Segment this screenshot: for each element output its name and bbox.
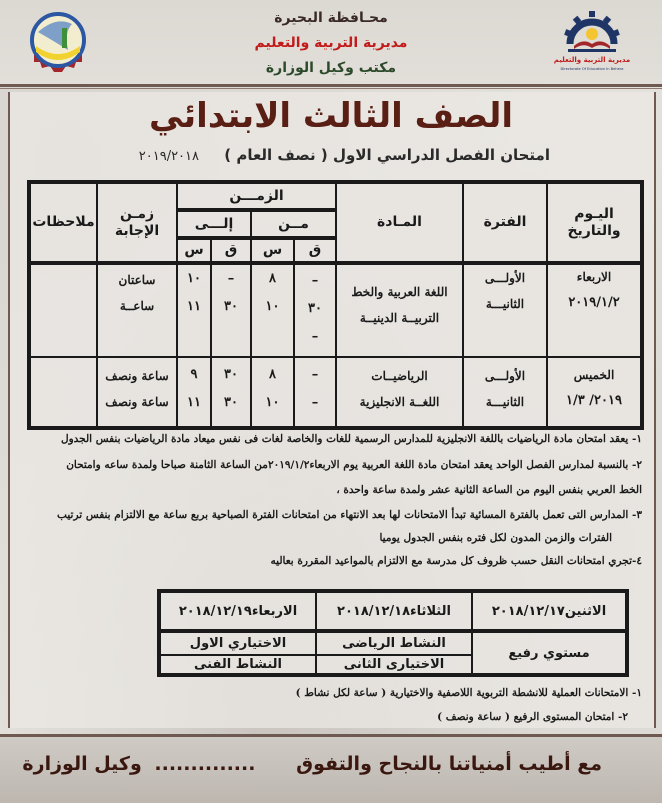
activities-table — [157, 589, 629, 677]
period-item: الأولـــى — [484, 369, 526, 383]
row2-to-hours — [178, 360, 210, 418]
subject-item: اللغــة الانجليزية — [359, 395, 440, 409]
directorate-logo — [552, 8, 632, 78]
row2-day-date — [548, 360, 640, 416]
time-value: ٣٠ — [224, 395, 238, 410]
exam-schedule-table — [27, 180, 644, 430]
exam-name: امتحان الفصل الدراسي الاول ( نصف العام ) — [224, 146, 550, 164]
signature-dots: .............. — [154, 753, 256, 775]
row2-durations — [98, 360, 176, 418]
time-value: ١١ — [187, 395, 201, 410]
header-date-label: والتاريخ — [567, 222, 621, 239]
subject-item: الرياضيــات — [371, 369, 428, 383]
header-time: الزمـــن — [229, 187, 284, 204]
row2-to-minutes — [212, 360, 250, 418]
header-subject: المـادة — [377, 214, 422, 230]
time-value: ٩ — [190, 367, 198, 382]
header-period: الفترة — [483, 214, 527, 230]
time-value: ٣٠ — [224, 367, 238, 382]
date-monday: الاثنين٢٠١٨/١٢/١٧ — [491, 603, 607, 619]
note-4: ٤-تجري امتحانات النقل حسب ظروف كل مدرسة مع الالتزام بالمواعيد المقررة بعاليه — [270, 555, 642, 567]
exam-subtitle — [130, 146, 550, 164]
row2-from-hours — [252, 360, 293, 418]
page-title: الصف الثالث الابتدائي — [149, 96, 513, 136]
header-from-hours: س — [262, 242, 283, 258]
time-value: – — [311, 367, 319, 382]
governorate-name: محـافظة البحيرة — [274, 10, 388, 26]
footer-signoff — [22, 753, 602, 775]
date-tuesday: الثلاثاء٢٠١٨/١٢/١٨ — [337, 603, 451, 619]
tuesday-activity-2: الاختيارى الثانى — [343, 657, 445, 672]
activity-note-2: ٢- امتحان المستوى الرفيع ( ساعة ونصف ) — [437, 711, 628, 723]
period-item: الثانيـــة — [485, 297, 525, 311]
note-1: ١- يعقد امتحان مادة الرياضيات باللغة الانجليزية للمدارس الرسمية للغات والخاصة لغات فى نفس ميعاد مادة الرياضيات بنفس الجدول — [60, 433, 642, 445]
high-level-label: مستوي رفيع — [508, 645, 590, 661]
letterhead-text — [231, 6, 431, 81]
row1-notes — [31, 265, 96, 356]
subject-item: التربيــة الدينيــة — [359, 311, 440, 325]
time-value: ٣٠ — [308, 301, 322, 316]
header-from-minutes: ق — [308, 242, 322, 258]
header-from: مــن — [278, 215, 309, 232]
header-duration-line2: الإجابة — [114, 222, 160, 239]
footer — [0, 734, 662, 803]
subject-item: اللغة العربية والخط — [351, 285, 448, 299]
duration-item: ساعة ونصف — [105, 395, 169, 409]
row2-subjects — [337, 360, 462, 418]
office-name: مكتب وكيل الوزارة — [265, 60, 397, 76]
row1-subjects — [337, 279, 462, 331]
note-2-cont: الخط العربي بنفس اليوم من الساعة الثانية عشر ولمدة ساعة واحدة ، — [336, 484, 642, 496]
row2-date: ٢٠١٩/ ١/٣ — [566, 393, 622, 408]
time-value: – — [311, 273, 319, 288]
signature-title: وكيل الوزارة — [22, 753, 142, 775]
row1-day-date — [548, 265, 640, 315]
header-day-date — [548, 184, 640, 261]
header-notes: ملاحظات — [32, 214, 95, 230]
footer-wish: مع أطيب أمنياتنا بالنجاح والتفوق — [296, 753, 602, 775]
note-3: ٣- المدارس التى تعمل بالفترة المسائية تبدأ الامتحانات لها بعد الانتهاء من امتحانات الفترة الصباحية بربع ساعة مع الالتزام بنفس ترتيب — [57, 509, 642, 521]
note-2: ٢- بالنسبة لمدارس الفصل الواحد يعقد امتحان مادة اللغة العربية يوم الاربعاء٢٠١٩/١/٢من الساعة الثامنة صباحا ولمدة ساعه وامتحان — [66, 459, 642, 471]
row1-durations — [98, 265, 176, 321]
behera-governorate-logo — [28, 10, 88, 76]
time-value: ٨ — [269, 271, 276, 286]
row-divider — [31, 356, 640, 358]
period-item: الثانيـــة — [485, 395, 525, 409]
row2-day: الخميس — [573, 368, 615, 382]
tuesday-activity-1: النشاط الرياضى — [342, 636, 446, 651]
row2-notes — [31, 358, 96, 424]
time-value: ١٠ — [187, 271, 201, 286]
header-divider — [0, 88, 662, 89]
header-duration — [98, 184, 176, 261]
wednesday-activity-1: الاختياري الاول — [189, 636, 287, 651]
row1-from-minutes — [295, 265, 335, 353]
directorate-name: مديرية التربية والتعليم — [254, 35, 408, 51]
row1-day: الاربعاء — [576, 270, 612, 284]
time-value: – — [227, 271, 235, 286]
time-value: ٨ — [269, 367, 276, 382]
wednesday-activity-2: النشاط الفنى — [194, 657, 282, 672]
duration-item: ساعــة — [119, 299, 155, 313]
row1-date: ٢٠١٩/١/٢ — [568, 295, 620, 310]
time-value: – — [311, 329, 319, 344]
time-value: – — [311, 395, 319, 410]
academic-year: ٢٠١٩/٢٠١٨ — [138, 149, 200, 164]
time-value: ٣٠ — [224, 299, 238, 314]
row1-to-minutes — [212, 265, 250, 321]
time-value: ١٠ — [265, 395, 280, 410]
header-duration-line1: زمـن — [119, 205, 155, 222]
header-to-hours: س — [184, 242, 204, 258]
row2-periods — [464, 360, 546, 418]
time-value: ١٠ — [265, 299, 280, 314]
duration-item: ساعتان — [118, 273, 156, 287]
period-item: الأولـــى — [484, 271, 526, 285]
row1-from-hours — [252, 265, 293, 321]
time-value: ١١ — [187, 299, 201, 314]
logo-right-english: Directorate Of Education In Behera — [560, 67, 624, 71]
header-to-minutes: ق — [224, 242, 238, 258]
header-day-label: اليـوم — [574, 205, 614, 222]
note-3-cont: الفترات والزمن المدون لكل فتره بنفس الجدول يوميا — [379, 532, 612, 544]
date-wednesday: الاربعاء٢٠١٨/١٢/١٩ — [178, 603, 298, 619]
duration-item: ساعة ونصف — [105, 369, 169, 383]
row2-from-minutes — [295, 360, 335, 418]
activity-note-1: ١- الامتحانات العملية للانشطة التربوية اللاصفية والاختيارية ( ساعة لكل نشاط ) — [295, 687, 642, 699]
header-to: إلـــى — [194, 215, 234, 232]
row1-periods — [464, 265, 546, 317]
row1-to-hours — [178, 265, 210, 321]
logo-right-arabic: مديرية التربية والتعليم — [553, 56, 631, 64]
